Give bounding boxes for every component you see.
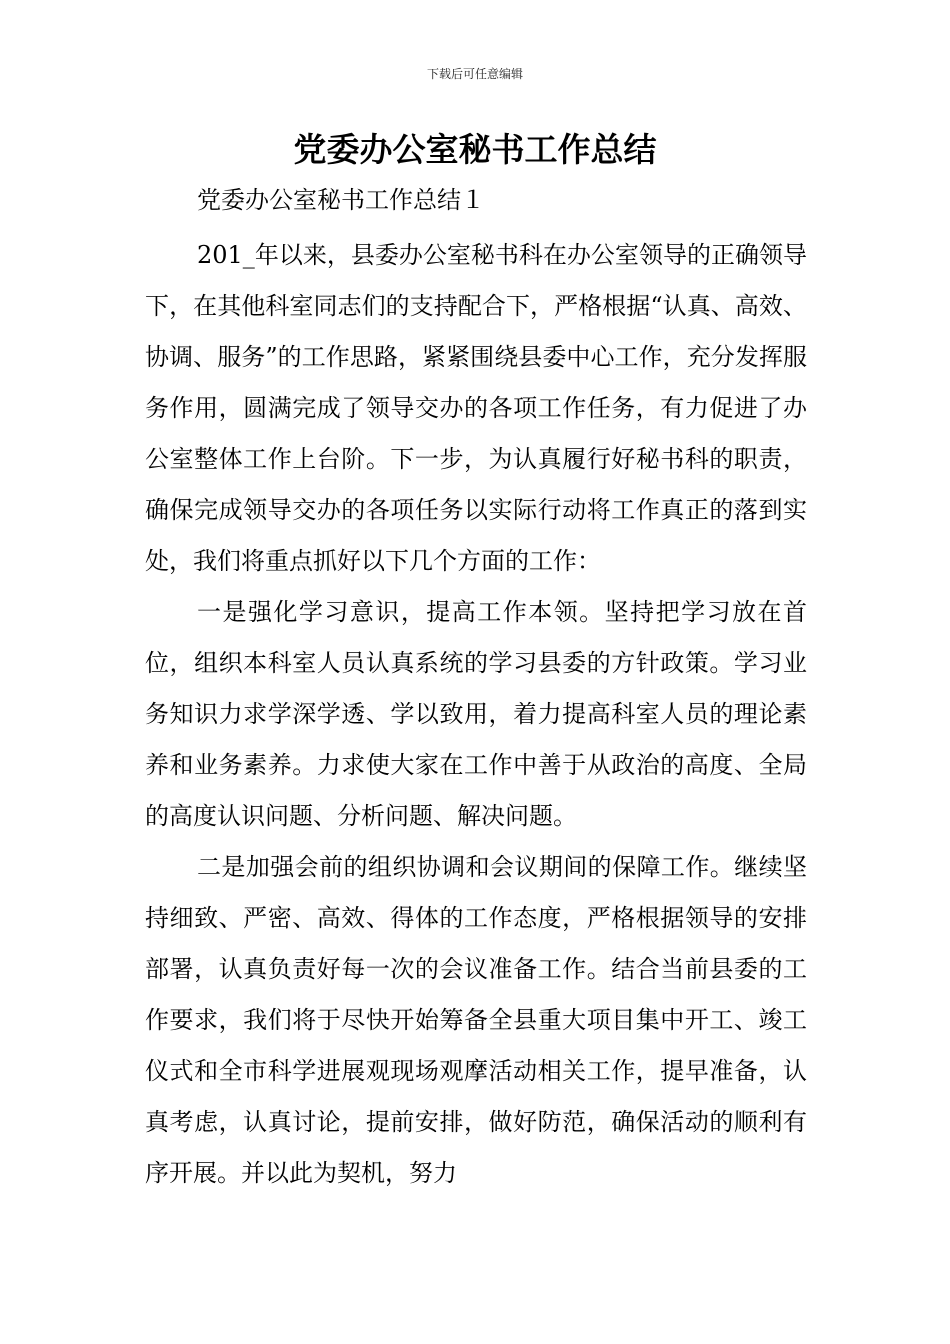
- header-note: 下载后可任意编辑: [426, 67, 523, 81]
- document-subtitle: 党委办公室秘书工作总结１: [197, 186, 485, 214]
- paragraph-meetings: 二是加强会前的组织协调和会议期间的保障工作。继续坚持细致、严密、高效、得体的工作态度，严格根据领导的安排部署，认真负责好每一次的会议准备工作。结合当前县委的工作要求，我们将于尽快开始筹备全县重大项目集中开工、竣工仪式和全市科学进展观现场观摩活动相关工作，提早准备，认真考虑，认真讨论，提前安排，做好防范，确保活动的顺利有序开展。并以此为契机，努力: [145, 853, 807, 1187]
- paragraph-study: 一是强化学习意识，提高工作本领。坚持把学习放在首位，组织本科室人员认真系统的学习县委的方针政策。学习业务知识力求学深学透、学以致用，着力提高科室人员的理论素养和业务素养。力求使大家在工作中善于从政治的高度、全局的高度认识问题、分析问题、解决问题。: [145, 598, 807, 830]
- paragraph-intro: 201_年以来，县委办公室秘书科在办公室领导的正确领导下，在其他科室同志们的支持配合下，严格根据“认真、高效、协调、服务”的工作思路，紧紧围绕县委中心工作，充分发挥服务作用，圆满完成了领导交办的各项工作任务，有力促进了办公室整体工作上台阶。下一步，为认真履行好秘书科的职责，确保完成领导交办的各项任务以实际行动将工作真正的落到实处，我们将重点抓好以下几个方面的工作：: [145, 241, 807, 575]
- document-body: [145, 230, 807, 1199]
- document-title: 党委办公室秘书工作总结: [293, 130, 657, 169]
